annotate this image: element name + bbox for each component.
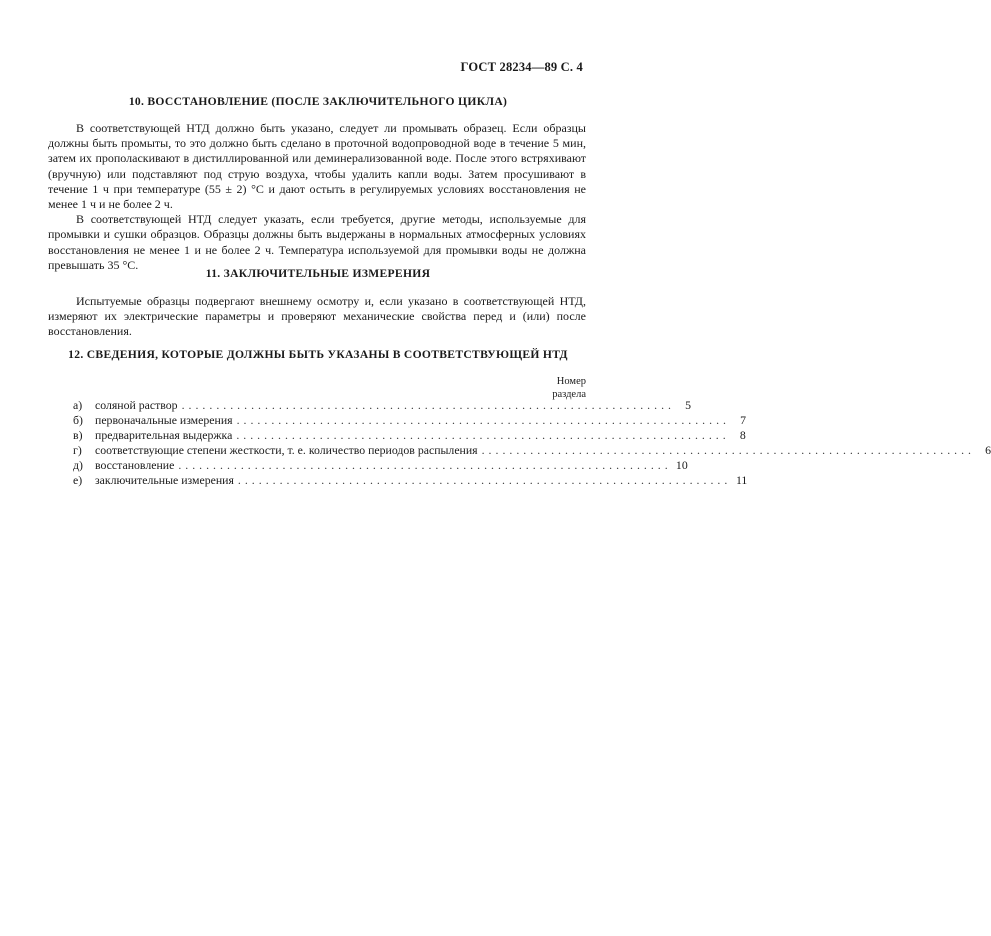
section-10-body [48, 121, 586, 273]
toc-item-title: восстановление [95, 458, 175, 472]
toc-item-number: 8 [739, 428, 746, 442]
toc-item [73, 458, 688, 473]
toc-item-leader: ....................................................................... [481, 443, 976, 457]
toc-item-title: соответствующие степени жесткости, т. е. количество периодов распыления [95, 443, 478, 457]
section-11-paragraph-1: Испытуемые образцы подвергают внешнему осмотру и, если указано в соответствующей НТД, измеряют их электрические параметры и проверяют механические свойства перед и (или) после восстановления. [48, 294, 586, 339]
toc-item-title: заключительные измерения [95, 473, 234, 487]
toc-item-number: 6 [985, 443, 991, 457]
toc-item-number: 10 [675, 458, 688, 472]
page-header: ГОСТ 28234—89 С. 4 [460, 60, 583, 74]
toc-item-leader: ....................................................................... [178, 458, 672, 472]
section-12-heading: 12. СВЕДЕНИЯ, КОТОРЫЕ ДОЛЖНЫ БЫТЬ УКАЗАНЫ В СООТВЕТСТВУЮЩЕЙ НТД [68, 348, 568, 361]
toc-item-number: 5 [685, 398, 691, 412]
toc-item-leader: ....................................................................... [236, 413, 730, 427]
section-11-body [48, 294, 586, 340]
toc-item-letter: а) [73, 398, 83, 412]
section-11-heading: 11. ЗАКЛЮЧИТЕЛЬНЫЕ ИЗМЕРЕНИЯ [205, 267, 431, 280]
section-10-heading: 10. ВОССТАНОВЛЕНИЕ (ПОСЛЕ ЗАКЛЮЧИТЕЛЬНОГО ЦИКЛА) [128, 95, 508, 108]
toc-column-header-line2: раздела [552, 388, 586, 400]
toc-item-letter: г) [73, 443, 82, 457]
toc-column-header-line1: Номер [556, 376, 586, 387]
toc-item-number: 11 [735, 473, 748, 487]
toc-item-leader: ....................................................................... [237, 473, 732, 487]
toc-item-letter: б) [73, 413, 83, 427]
toc-item-title: соляной раствор [95, 398, 178, 412]
toc-item [73, 443, 991, 458]
toc-item [73, 398, 691, 413]
toc-item-leader: ....................................................................... [181, 398, 675, 412]
section-10-paragraph-2: В соответствующей НТД следует указать, если требуется, другие методы, используемые для промывки и сушки образцов. Образцы должны быть выдержаны в нормальных атмосферных условиях восстановления не менее 1 и не более 2 ч. Температура используемой для промывки воды не должна превышать 35 °С. [48, 212, 586, 272]
toc-item [73, 473, 748, 488]
toc-item-letter: в) [73, 428, 83, 442]
toc-list [73, 398, 991, 488]
toc-item-letter: д) [73, 458, 83, 472]
toc-item-leader: ....................................................................... [236, 428, 730, 442]
toc-item-title: предварительная выдержка [95, 428, 233, 442]
toc-item-number: 7 [740, 413, 746, 427]
toc-item [73, 413, 746, 428]
toc-item-letter: е) [73, 473, 83, 487]
toc-item-title: первоначальные измерения [95, 413, 233, 427]
section-10-paragraph-1: В соответствующей НТД должно быть указано, следует ли промывать образец. Если образцы должны быть промыты, то это должно быть сделано в проточной водопроводной воде в течение 5 мин, затем их прополаскивают в дистиллированной или деминерализованной воде. После этого встряхивают (вручную) или подставляют под струю воздуха, чтобы удалить капли воды. Затем просушивают в течение 1 ч при температуре (55 ± 2) °С и дают остыть в регулируемых условиях восстановления не менее 1 ч и не более 2 ч. [48, 121, 586, 212]
toc-item [73, 428, 746, 443]
